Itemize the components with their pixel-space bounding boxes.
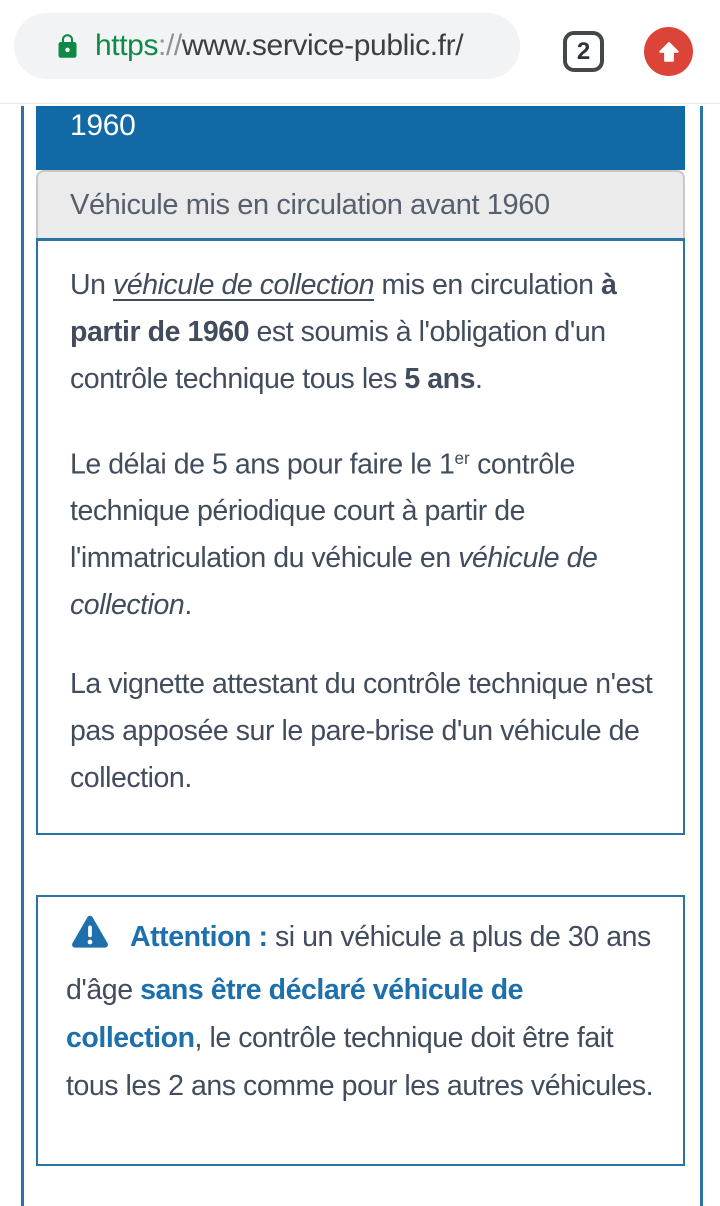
paragraph-delai	[70, 435, 655, 629]
text-segment: , le contrôle technique doit être fait tous les 2 ans comme pour les autres véhicules.	[66, 1022, 654, 1102]
text-segment: Un	[70, 269, 114, 301]
page-border-right	[700, 106, 703, 1206]
attention-segments	[66, 921, 653, 1102]
text-segment: Attention :	[130, 921, 268, 953]
tab-content-panel	[36, 238, 685, 835]
tab-switcher-button[interactable]	[563, 31, 604, 72]
url-text	[95, 29, 463, 63]
text-segment: si un véhicule a plus de 30 ans d'âge	[66, 921, 651, 1006]
text-segment: La vignette attestant du contrôle technique n'est pas apposée sur le pare-brise d'un véhicule de collection.	[70, 668, 653, 795]
update-arrow-icon[interactable]	[644, 27, 693, 76]
lock-icon[interactable]	[54, 33, 81, 60]
inactive-tab-label: Véhicule mis en circulation avant 1960	[70, 188, 550, 221]
url-path: /	[455, 29, 464, 62]
attention-text	[66, 913, 657, 1110]
paragraph-obligation	[70, 262, 655, 403]
browser-toolbar	[0, 0, 720, 104]
url-host: www.service-public.fr	[181, 29, 456, 62]
tab-vehicule-avant-1960[interactable]	[36, 170, 685, 238]
text-segment: à partir de 1960	[70, 269, 617, 348]
text-segment: er	[454, 449, 470, 468]
tab-count: 2	[576, 37, 591, 65]
text-segment: véhicule de collection	[70, 542, 598, 622]
text-segment: contrôle technique périodique court à partir de l'immatriculation du véhicule en	[70, 448, 575, 575]
text-segment: 5 ans	[404, 363, 476, 395]
address-bar[interactable]	[14, 13, 520, 79]
url-separator: ://	[158, 29, 182, 62]
page-border-left	[21, 106, 24, 1206]
paragraph-vignette	[70, 661, 655, 802]
text-segment: sans être déclaré véhicule de collection	[66, 974, 524, 1054]
attention-callout	[36, 895, 685, 1166]
text-segment: Le délai de 5 ans pour faire le 1	[70, 448, 455, 481]
url-fade-overlay	[472, 13, 520, 79]
warning-triangle-icon	[70, 915, 110, 966]
text-segment: .	[475, 363, 483, 395]
text-segment: est soumis à l'obligation d'un contrôle technique tous les	[70, 316, 606, 395]
definition-link[interactable]: véhicule de collection	[113, 269, 375, 301]
url-scheme: https	[95, 29, 159, 62]
text-segment: mis en circulation	[374, 269, 602, 301]
active-tab-label: 1960	[70, 109, 136, 142]
text-segment: .	[184, 589, 192, 622]
tab-vehicule-apres-1960-active[interactable]	[36, 106, 685, 170]
